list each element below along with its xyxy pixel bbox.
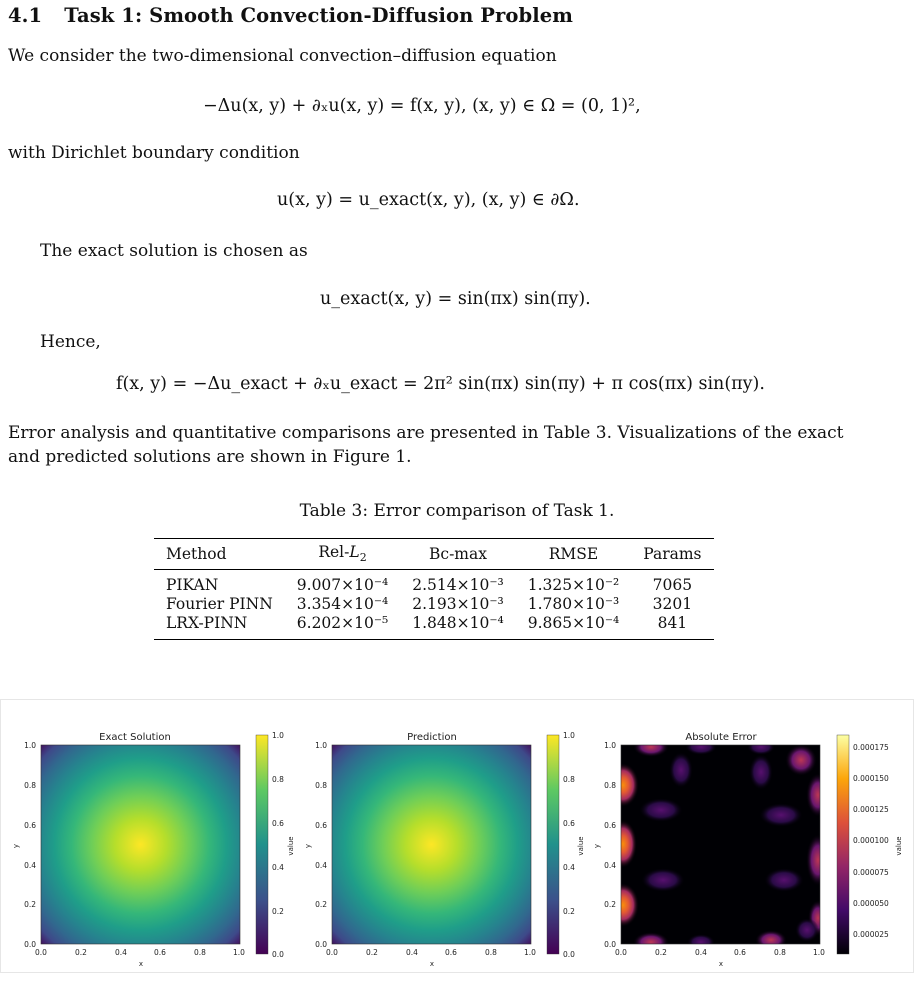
colorbar-tick: 0.000125 bbox=[853, 805, 889, 814]
analysis-line-2: and predicted solutions are shown in Figure 1. bbox=[8, 447, 412, 467]
x-tick-label: 0.8 bbox=[194, 948, 206, 957]
analysis-paragraph bbox=[8, 421, 843, 469]
x-tick-label: 1.0 bbox=[233, 948, 245, 957]
y-axis bbox=[593, 741, 616, 949]
y-axis-label: y bbox=[12, 843, 20, 849]
y-tick-label: 1.0 bbox=[315, 741, 327, 750]
exact-paragraph: The exact solution is chosen as bbox=[40, 241, 308, 261]
x-tick-label: 0.0 bbox=[326, 948, 338, 957]
y-tick-label: 1.0 bbox=[604, 741, 616, 750]
cell-method: PIKAN bbox=[166, 576, 219, 594]
colorbar-tick: 1.0 bbox=[563, 731, 575, 740]
colorbar-tick: 0.4 bbox=[272, 863, 284, 872]
y-tick-label: 0.2 bbox=[24, 900, 36, 909]
col-bc-max: Bc-max bbox=[429, 545, 487, 563]
colorbar bbox=[256, 731, 295, 959]
x-tick-label: 0.6 bbox=[154, 948, 166, 957]
x-tick-label: 0.0 bbox=[35, 948, 47, 957]
y-tick-label: 0.8 bbox=[315, 781, 327, 790]
x-tick-label: 0.4 bbox=[406, 948, 418, 957]
colorbar bbox=[837, 735, 903, 954]
colorbar-label: value bbox=[287, 836, 295, 856]
y-tick-label: 0.8 bbox=[24, 781, 36, 790]
x-tick-label: 0.2 bbox=[75, 948, 87, 957]
colorbar-tick: 0.6 bbox=[563, 819, 575, 828]
colorbar-tick: 1.0 bbox=[272, 731, 284, 740]
colorbar-tick: 0.0 bbox=[563, 950, 575, 959]
figure-1 bbox=[0, 699, 914, 973]
colorbar-tick: 0.000175 bbox=[853, 743, 889, 752]
colorbar-label: value bbox=[577, 836, 585, 856]
colorbar-tick: 0.000050 bbox=[853, 899, 889, 908]
y-tick-label: 0.8 bbox=[604, 781, 616, 790]
bc-paragraph: with Dirichlet boundary condition bbox=[8, 143, 300, 163]
table-caption: Table 3: Error comparison of Task 1. bbox=[299, 501, 615, 521]
heatmap-image bbox=[332, 745, 531, 944]
cell-method: LRX-PINN bbox=[166, 614, 248, 632]
colorbar bbox=[547, 731, 585, 959]
error-table bbox=[154, 538, 714, 640]
cell-bc-max: 2.514×10⁻³ bbox=[412, 576, 504, 594]
cell-params: 841 bbox=[657, 614, 688, 632]
y-tick-label: 0.6 bbox=[24, 821, 36, 830]
cell-rmse: 1.780×10⁻³ bbox=[527, 595, 620, 613]
heatmap-image bbox=[41, 745, 240, 944]
col-rmse: RMSE bbox=[548, 545, 599, 563]
colorbar-tick: 0.4 bbox=[563, 863, 575, 872]
intro-paragraph: We consider the two-dimensional convection–diffusion equation bbox=[8, 46, 557, 66]
x-axis bbox=[615, 948, 825, 968]
x-tick-label: 0.4 bbox=[115, 948, 127, 957]
colorbar-tick: 0.000025 bbox=[853, 930, 889, 939]
col-rel-l2: Rel-$L_2$ bbox=[318, 543, 367, 565]
colorbar-gradient bbox=[837, 735, 849, 954]
x-axis-label: x bbox=[429, 960, 435, 968]
x-axis bbox=[35, 948, 245, 968]
col-method: Method bbox=[166, 545, 227, 563]
y-tick-label: 0.6 bbox=[604, 821, 616, 830]
cell-rel-l2: 6.202×10⁻⁵ bbox=[296, 614, 389, 632]
panel-exact-solution bbox=[12, 731, 295, 968]
section-title: Task 1: Smooth Convection-Diffusion Problem bbox=[64, 4, 574, 27]
table-row bbox=[154, 595, 714, 614]
y-tick-label: 1.0 bbox=[24, 741, 36, 750]
x-axis-label: x bbox=[718, 960, 724, 968]
cell-bc-max: 1.848×10⁻⁴ bbox=[412, 614, 504, 632]
x-tick-label: 0.4 bbox=[695, 948, 707, 957]
colorbar-tick: 0.8 bbox=[563, 775, 575, 784]
x-tick-label: 1.0 bbox=[524, 948, 536, 957]
y-axis bbox=[304, 741, 327, 949]
colorbar-tick: 0.000150 bbox=[853, 774, 889, 783]
y-tick-label: 0.2 bbox=[315, 900, 327, 909]
equation-source: f(x, y) = −Δu_exact + ∂ₓu_exact = 2π² sin(πx) sin(πy) + π cos(πx) sin(πy). bbox=[116, 374, 765, 394]
panel-absolute-error bbox=[593, 732, 903, 968]
x-tick-label: 1.0 bbox=[813, 948, 825, 957]
equation-pde: −Δu(x, y) + ∂ₓu(x, y) = f(x, y), (x, y) ∈ Ω = (0, 1)², bbox=[203, 96, 641, 116]
colorbar-gradient bbox=[256, 735, 268, 954]
colorbar-gradient bbox=[547, 735, 559, 954]
colorbar-tick: 0.8 bbox=[272, 775, 284, 784]
y-tick-label: 0.0 bbox=[315, 940, 327, 949]
cell-rel-l2: 9.007×10⁻⁴ bbox=[296, 576, 389, 594]
section-number: 4.1 bbox=[8, 4, 43, 27]
cell-rel-l2: 3.354×10⁻⁴ bbox=[296, 595, 389, 613]
figure-svg bbox=[1, 700, 913, 972]
panel-title: Prediction bbox=[407, 732, 457, 743]
table-row bbox=[154, 570, 714, 596]
error-table-wrapper bbox=[154, 538, 714, 640]
x-tick-label: 0.2 bbox=[655, 948, 667, 957]
colorbar-tick: 0.2 bbox=[563, 907, 575, 916]
equation-bc: u(x, y) = u_exact(x, y), (x, y) ∈ ∂Ω. bbox=[277, 190, 580, 210]
y-tick-label: 0.2 bbox=[604, 900, 616, 909]
cell-bc-max: 2.193×10⁻³ bbox=[412, 595, 504, 613]
cell-params: 7065 bbox=[652, 576, 693, 594]
colorbar-tick: 0.000075 bbox=[853, 868, 889, 877]
heatmap-image bbox=[607, 737, 830, 952]
panel-title: Exact Solution bbox=[99, 732, 171, 743]
hence-paragraph: Hence, bbox=[40, 332, 101, 352]
table-row bbox=[154, 614, 714, 640]
colorbar-tick: 0.2 bbox=[272, 907, 284, 916]
x-tick-label: 0.2 bbox=[366, 948, 378, 957]
x-axis-label: x bbox=[138, 960, 144, 968]
colorbar-tick: 0.000100 bbox=[853, 836, 889, 845]
y-axis-label: y bbox=[304, 843, 312, 849]
panel-prediction bbox=[304, 731, 585, 968]
y-tick-label: 0.4 bbox=[315, 861, 327, 870]
y-tick-label: 0.4 bbox=[24, 861, 36, 870]
x-tick-label: 0.6 bbox=[445, 948, 457, 957]
x-tick-label: 0.8 bbox=[774, 948, 786, 957]
equation-exact: u_exact(x, y) = sin(πx) sin(πy). bbox=[320, 289, 591, 309]
x-axis bbox=[326, 948, 536, 968]
cell-params: 3201 bbox=[652, 595, 693, 613]
colorbar-tick: 0.0 bbox=[272, 950, 284, 959]
panel-title: Absolute Error bbox=[685, 732, 757, 743]
col-params: Params bbox=[643, 545, 702, 563]
x-tick-label: 0.0 bbox=[615, 948, 627, 957]
x-tick-label: 0.8 bbox=[485, 948, 497, 957]
cell-rmse: 9.865×10⁻⁴ bbox=[527, 614, 620, 632]
y-axis-label: y bbox=[593, 843, 601, 849]
y-axis bbox=[12, 741, 36, 949]
cell-method: Fourier PINN bbox=[166, 595, 273, 613]
colorbar-label: value bbox=[895, 836, 903, 856]
y-tick-label: 0.0 bbox=[24, 940, 36, 949]
section-heading bbox=[8, 4, 573, 27]
y-tick-label: 0.0 bbox=[604, 940, 616, 949]
analysis-line-1: Error analysis and quantitative comparisons are presented in Table 3. Visualizations of the exact bbox=[8, 423, 844, 443]
cell-rmse: 1.325×10⁻² bbox=[527, 576, 620, 594]
y-tick-label: 0.6 bbox=[315, 821, 327, 830]
x-tick-label: 0.6 bbox=[734, 948, 746, 957]
colorbar-tick: 0.6 bbox=[272, 819, 284, 828]
y-tick-label: 0.4 bbox=[604, 861, 616, 870]
